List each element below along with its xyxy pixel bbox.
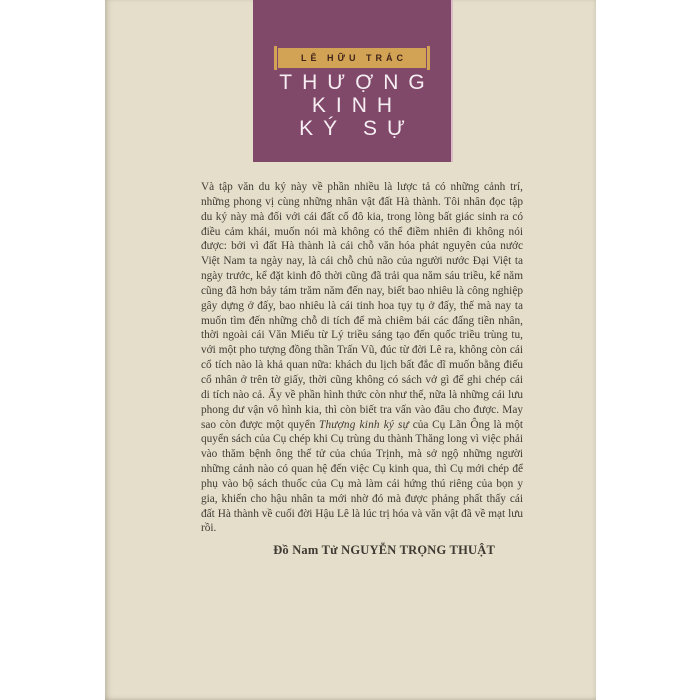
badge-right-cap xyxy=(427,46,430,70)
book-title xyxy=(253,71,451,140)
book-title-line-1: THƯỢNG xyxy=(279,71,435,94)
blurb-block xyxy=(201,180,523,558)
book-title-line-3: KÝ SỰ xyxy=(299,117,415,140)
signature: Đồ Nam Tử NGUYỄN TRỌNG THUẬT xyxy=(273,543,495,558)
title-panel xyxy=(253,0,453,162)
body-paragraph: Và tập văn du ký này về phần nhiều là lược tả có những cảnh trí, những phong vị cùng những nhân vật đất Hà thành. Tôi nhân đọc tập du ký này mà đối với cái đất cố đô kia, trong lòng bất giác sinh ra có điều cảm khái, muốn nói mà không có thể điềm nhiên đi không nói được: bởi vì đất Hà thành là cái chỗ văn hóa phát nguyên của nước Việt Nam ta ngày nay, là cái chỗ chủ não của người nước Đại Việt ta ngày trước, kể đặt kinh đô thời cũng đã trải qua năm sáu triều, kể năm cũng đã hơn bảy tám trăm năm đến nay, biết bao nhiêu là công nghiệp gây dựng ở đấy, bao nhiêu là cái tinh hoa tụy tụ ở đấy, thế mà nay ta muốn tìm đến những chỗ di tích để mà chiêm bái các đấng tiền nhân, thời ngoài cái Văn Miếu từ Lý triều sáng tạo đến quốc triều trùng tu, với một pho tượng đồng thần Trấn Vũ, đúc từ đời Lê ra, không còn cái cổ tích nào là khả quan nữa: khách du lịch bất đắc dĩ muốn bằng điếu cổ nhân ở trên tờ giấy, thời cũng không có sách vở gì để ghi chép cái di tích nào cả. Ấy về phần hình thức còn như thế, nữa là những cái lưu phong dư vận vô hình kia, thì còn biết tra vấn vào đâu cho được. May sao còn được một quyển Thượng kinh ký sự của Cụ Lãn Ông là một quyển sách của Cụ chép khi Cụ trùng du thành Thăng long vì việc phải vào thăm bệnh ông thế tử của chúa Trịnh, mà sở ngộ những người những cảnh nào có quan hệ đến việc Cụ kinh qua, thì Cụ mới chép để phụ vào bộ sách thuốc của Cụ mà làm cái hứng thú riêng của bọn y gia, khiến cho hậu nhân ta mới nhờ đó mà được phảng phất thấy cái đất Hà thành về cuối đời Hậu Lê là lúc trị hóa và văn vật đã về mạt lưu rồi. xyxy=(201,181,523,535)
badge-left-cap xyxy=(274,46,277,70)
book-title-line-2: KINH xyxy=(311,94,403,117)
author-badge xyxy=(253,46,451,70)
book-cover xyxy=(105,0,596,700)
author-name: LÊ HỮU TRÁC xyxy=(278,48,426,68)
